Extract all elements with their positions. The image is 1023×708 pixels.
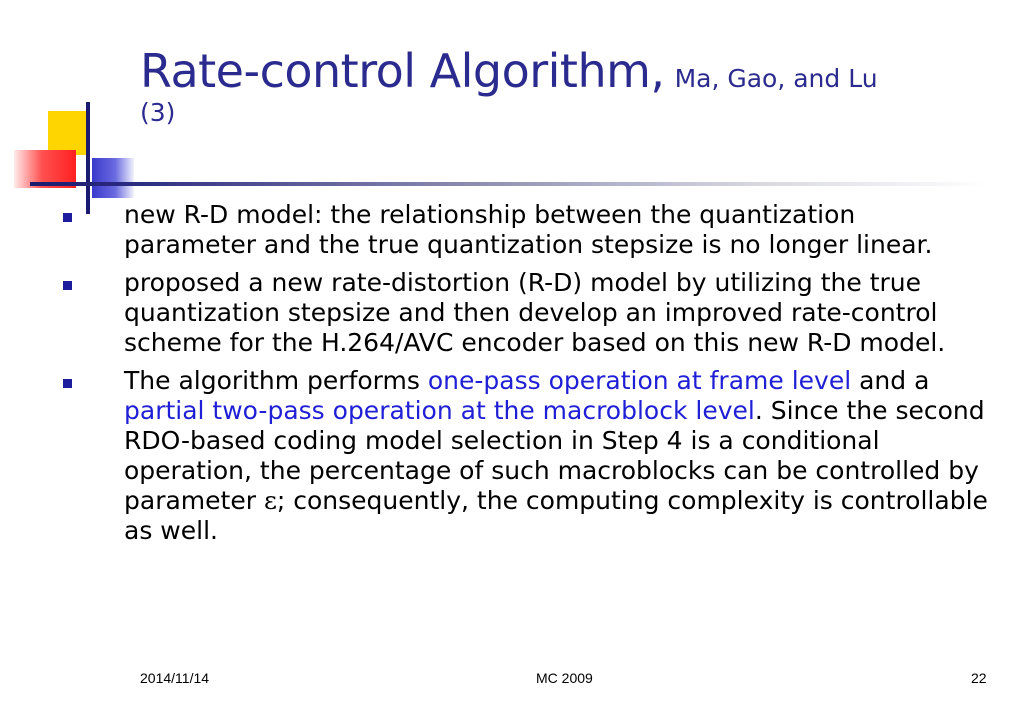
bullet-item	[60, 200, 995, 260]
footer-course: MC 2009	[536, 670, 593, 686]
slide-title	[140, 44, 1000, 127]
bullet-square-icon	[63, 379, 72, 388]
bullet-text: proposed a new rate-distortion (R-D) model by utilizing the true quantization stepsize and then develop an improved rate-control scheme for the H.264/AVC encoder based on this new R-D model.	[124, 268, 946, 357]
title-divider-line	[30, 182, 990, 186]
bullet-text-part: The algorithm performs	[124, 366, 428, 395]
logo-blue-square	[92, 158, 134, 198]
footer-page-number: 22	[971, 670, 987, 686]
bullet-item	[60, 268, 995, 358]
footer-date: 2014/11/14	[140, 670, 210, 686]
title-part-number: (3)	[140, 98, 176, 127]
highlight-one-pass: one-pass operation at frame level	[427, 366, 852, 395]
epsilon-symbol: ε	[263, 486, 277, 515]
bullet-text: new R-D model: the relationship between the quantization parameter and the true quantization stepsize is no longer linear.	[124, 200, 933, 259]
bullet-square-icon	[63, 281, 72, 290]
logo-vertical-line	[86, 102, 90, 214]
bullet-text-part: and a	[851, 366, 930, 395]
title-authors: Ma, Gao, and Lu	[674, 64, 878, 93]
title-main: Rate-control Algorithm,	[140, 44, 665, 98]
bullet-text-part: ; consequently, the computing complexity is controllable as well.	[124, 486, 988, 545]
bullet-text-part: . Since the second RDO-based coding model selection in Step 4 is a conditional operation, the percentage of such macroblocks can be controlled by parameter	[124, 396, 985, 515]
logo-yellow-square	[48, 111, 86, 155]
highlight-two-pass: partial two-pass operation at the macroblock level	[124, 396, 755, 425]
bullet-item	[60, 366, 995, 546]
bullet-list	[60, 200, 995, 554]
bullet-square-icon	[63, 213, 72, 222]
